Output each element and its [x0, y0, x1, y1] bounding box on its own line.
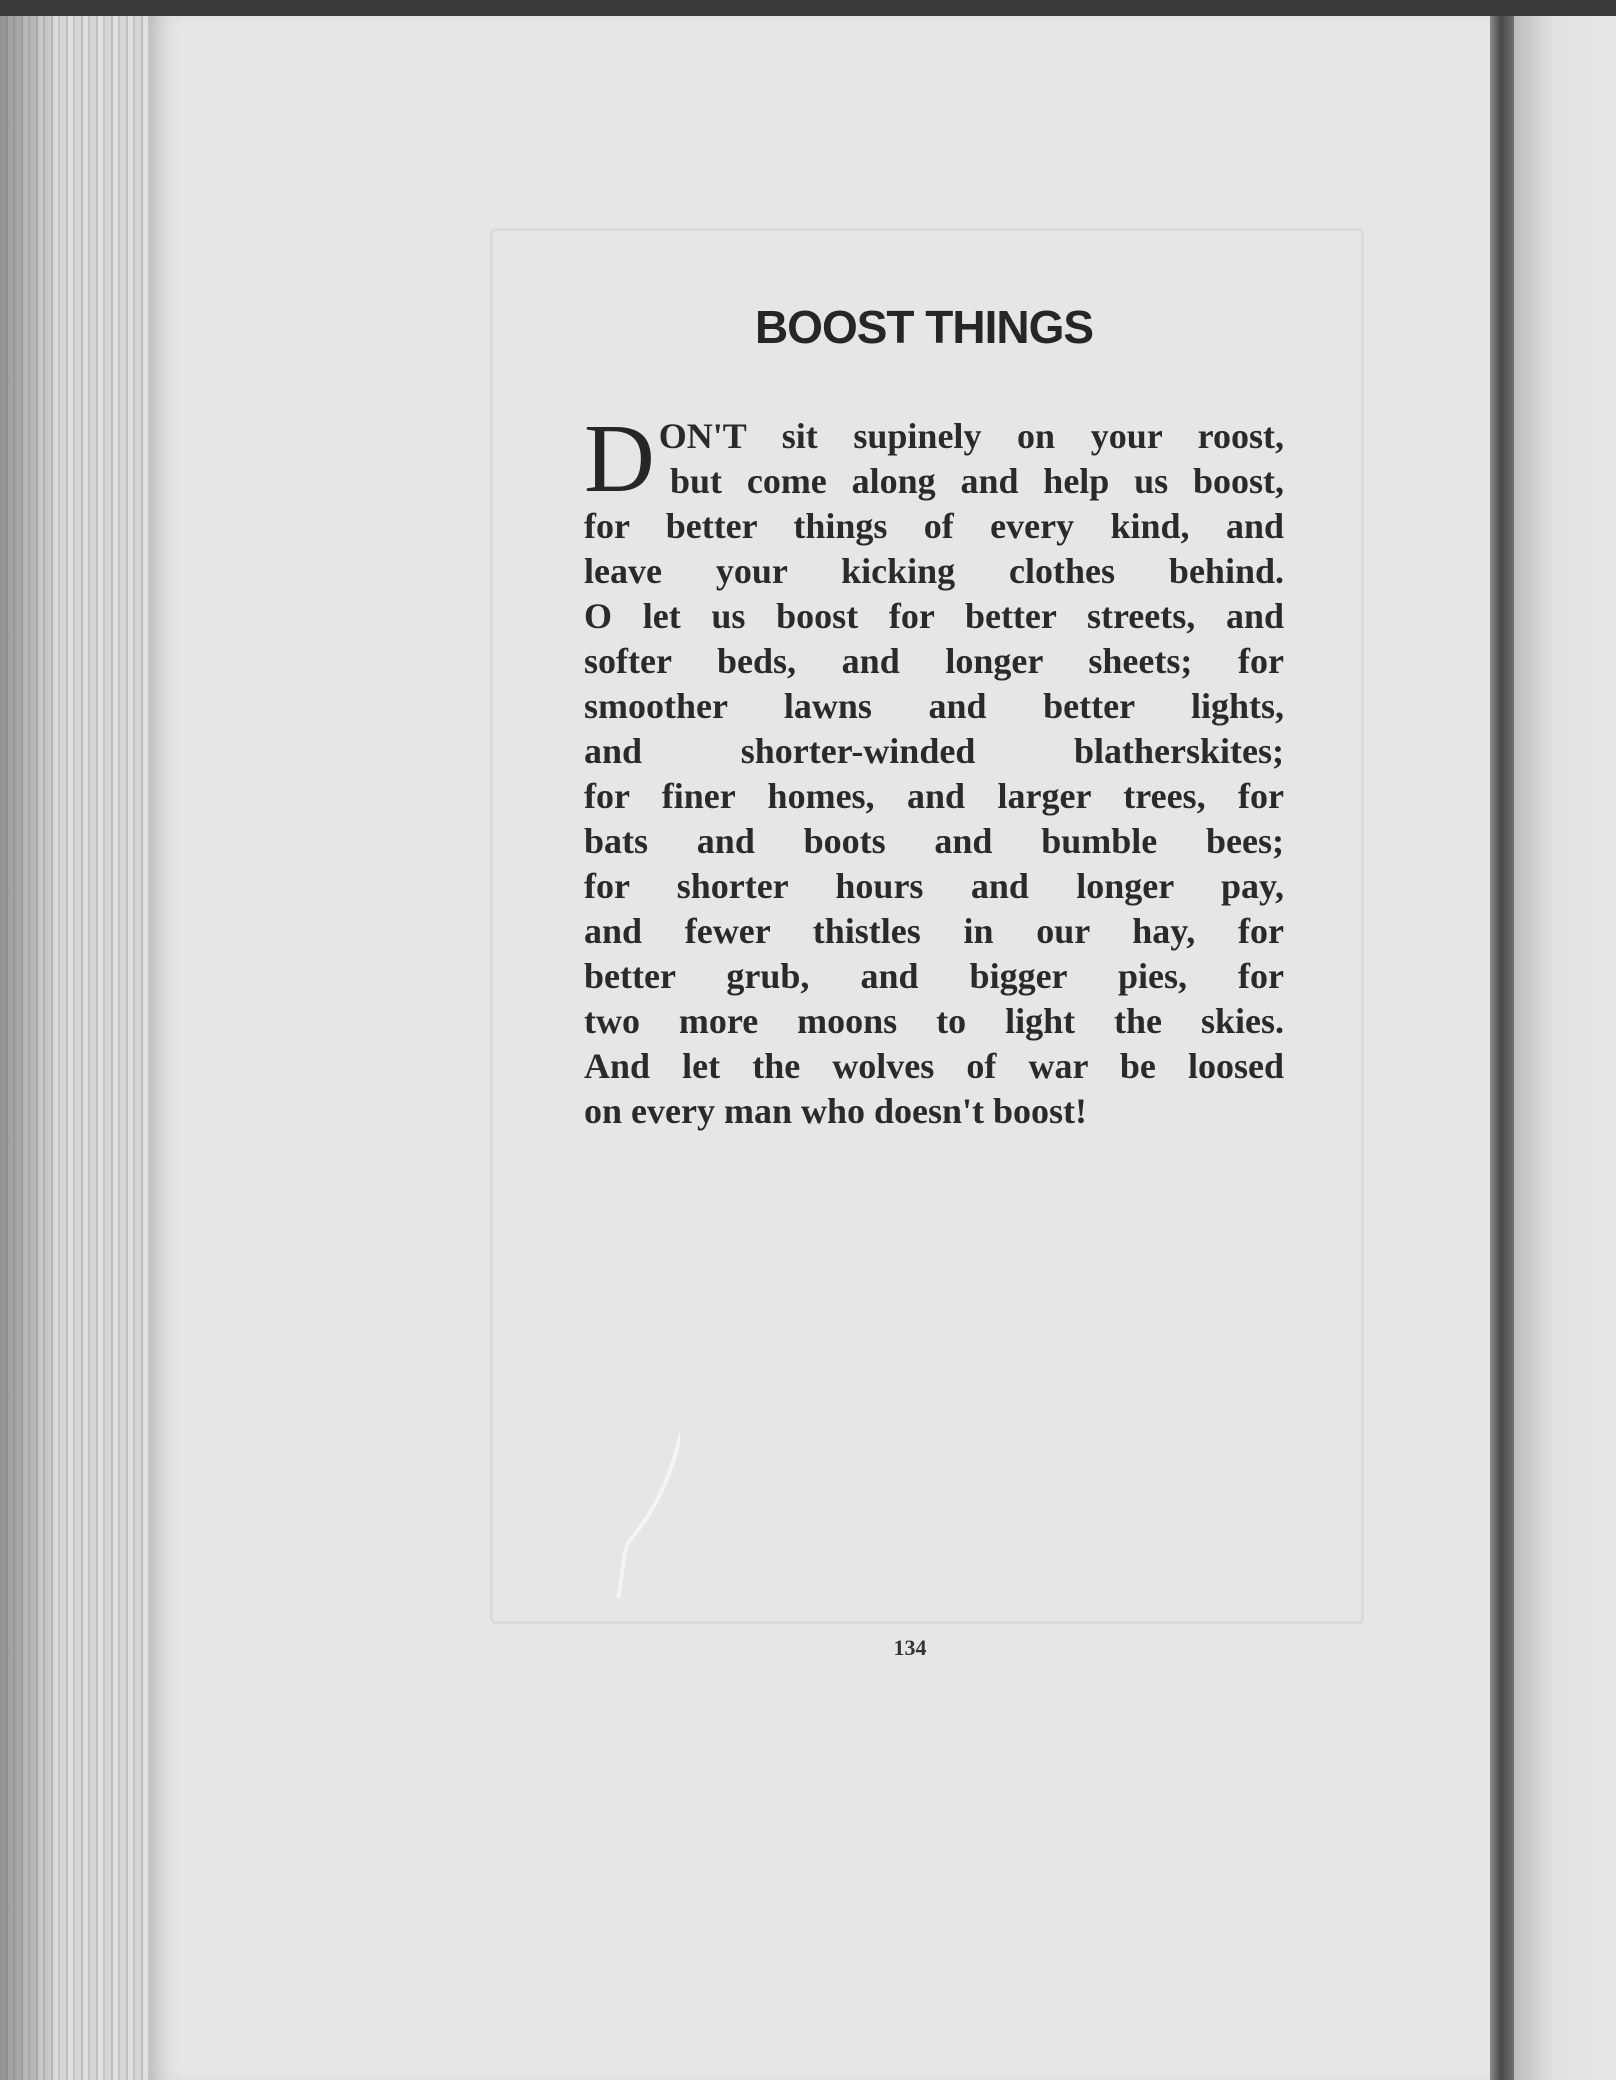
poem-line: smoother lawns and better lights, [584, 686, 1284, 726]
poem-line: softer beds, and longer sheets; for [584, 641, 1284, 681]
facing-page-edge [1514, 16, 1616, 2080]
poem-line: better grub, and bigger pies, for [584, 956, 1284, 996]
poem-line: for finer homes, and larger trees, for [584, 776, 1284, 816]
poem-line: bats and boots and bumble bees; [584, 821, 1284, 861]
poem-body [584, 405, 1284, 1134]
poem-title: BOOST THINGS [754, 301, 1094, 353]
poem-line: but come along and help us boost, [670, 461, 1284, 501]
poem-line: and shorter-winded blatherskites; [584, 731, 1284, 771]
scan-top-edge [0, 0, 1616, 16]
poem-line: O let us boost for better streets, and [584, 596, 1284, 636]
poem-line: two more moons to light the skies. [584, 1001, 1284, 1041]
poem-line: ON'T sit supinely on your roost, [658, 416, 1284, 456]
drop-cap-letter: D [584, 405, 655, 513]
poem-line: for better things of every kind, and [584, 506, 1284, 546]
poem-line: And let the wolves of war be loosed [584, 1046, 1284, 1086]
poem-line: leave your kicking clothes behind. [584, 551, 1284, 591]
page-scratch-mark [600, 1430, 680, 1600]
book-gutter [1490, 16, 1514, 2080]
page-number: 134 [893, 1635, 927, 1660]
poem-line: and fewer thistles in our hay, for [584, 911, 1284, 951]
poem-line: on every man who doesn't boost! [584, 1091, 1088, 1131]
poem-line: for shorter hours and longer pay, [584, 866, 1284, 906]
